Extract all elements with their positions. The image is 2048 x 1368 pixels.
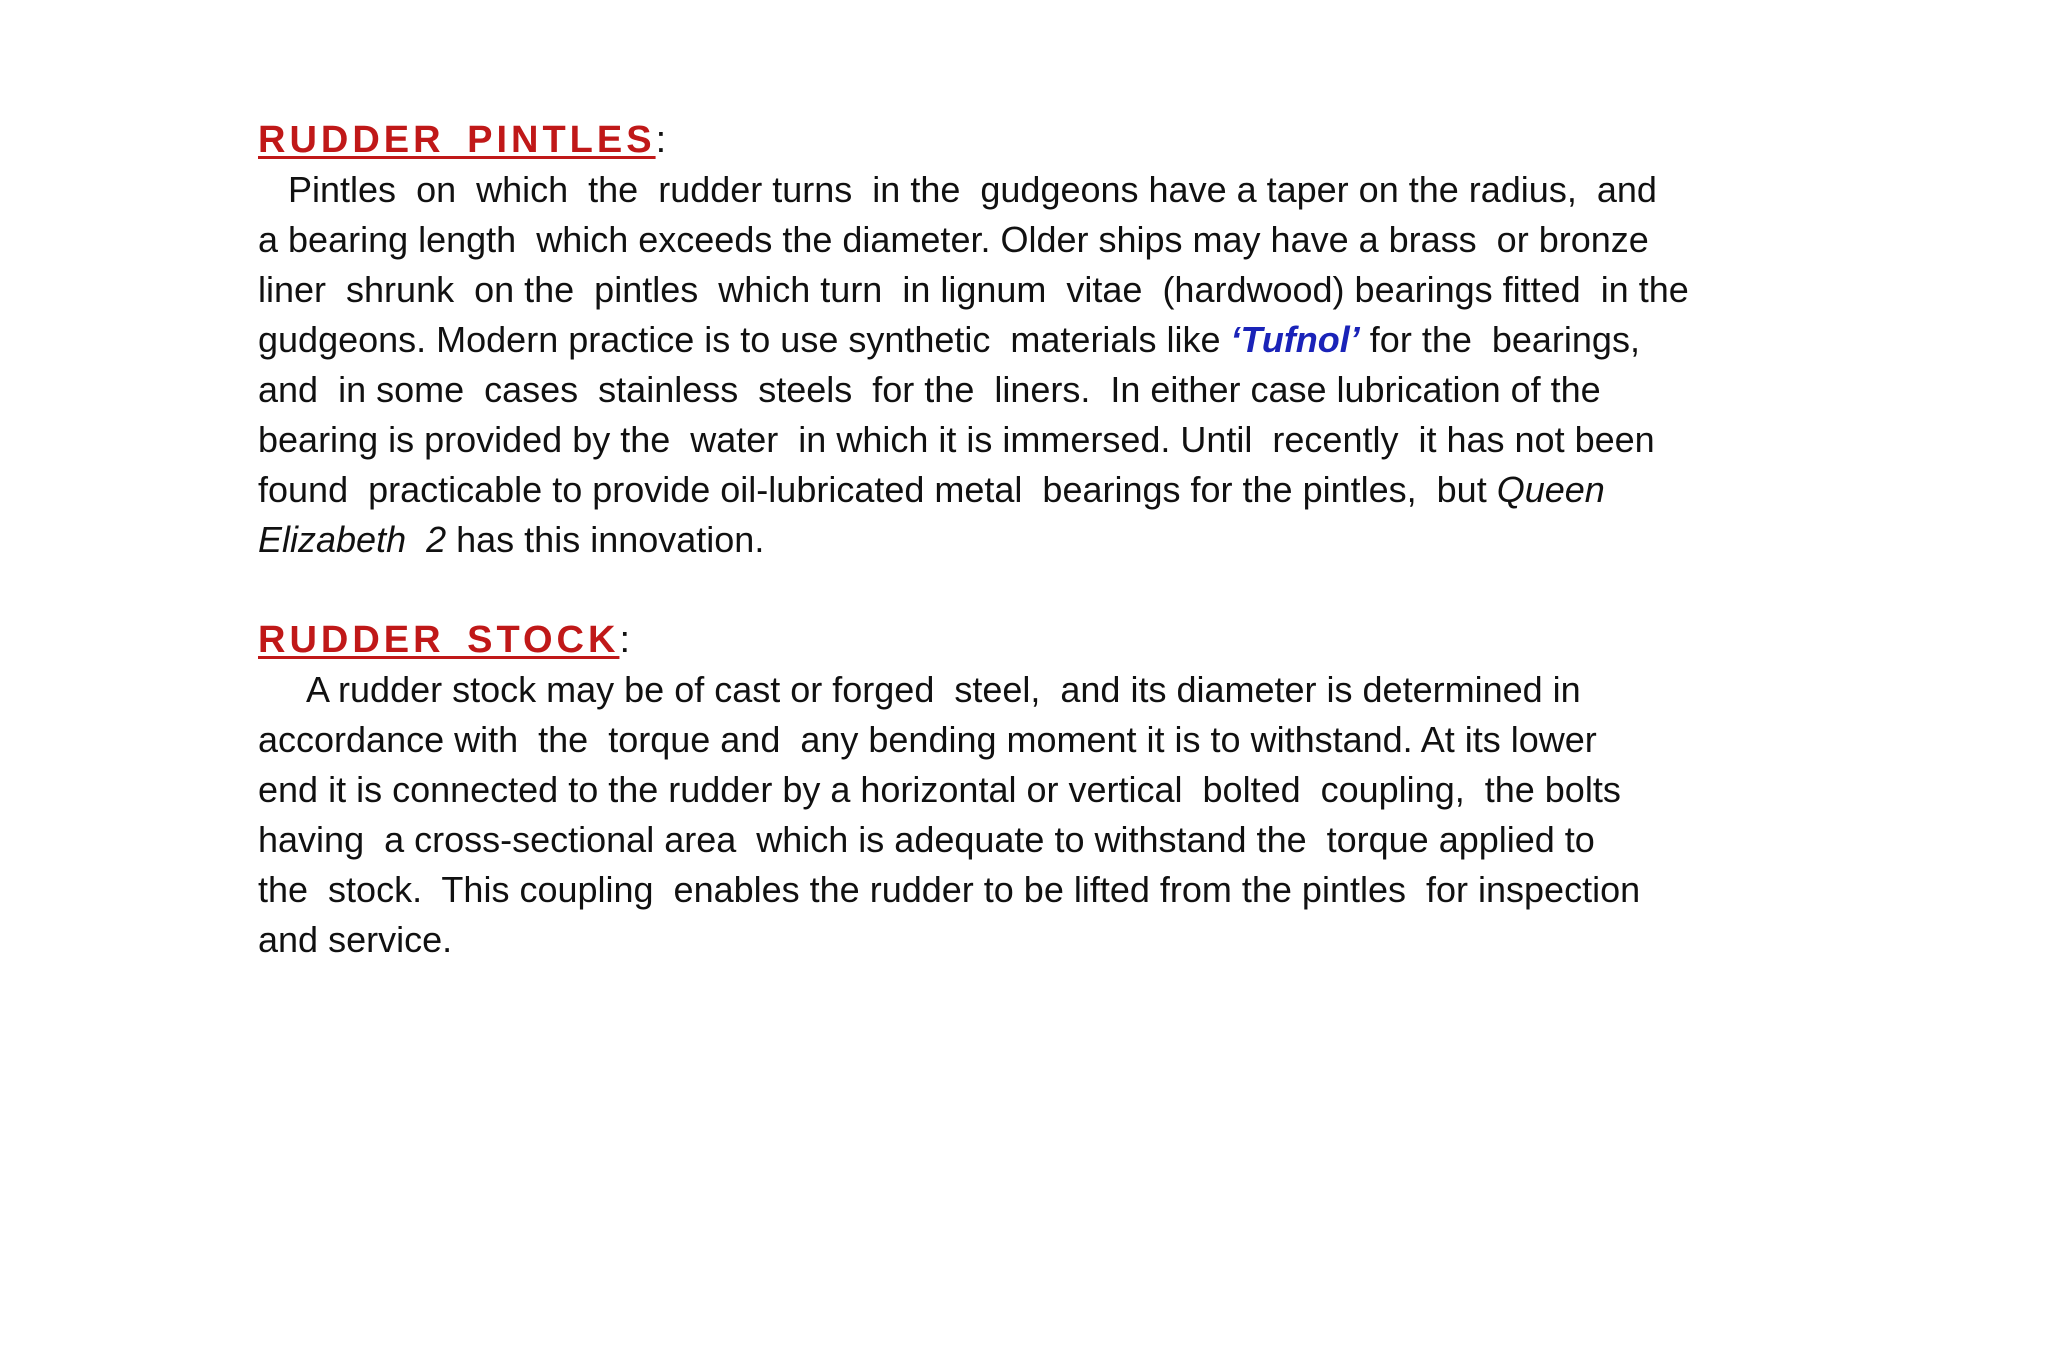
paragraph-line: end it is connected to the rudder by a horizontal or vertical bolted coupling, the bolts — [258, 769, 1621, 810]
heading-title: RUDDER PINTLES — [258, 119, 656, 161]
heading-colon: : — [655, 119, 667, 161]
ship-name-italic: Elizabeth 2 — [258, 519, 447, 560]
paragraph-line: having a cross-sectional area which is adequate to withstand the torque applied to — [258, 819, 1595, 860]
section-rudder-stock — [258, 615, 1858, 965]
section-heading — [258, 615, 1858, 665]
line-text: found practicable to provide oil-lubricated metal bearings for the pintles, but — [258, 469, 1497, 510]
heading-colon: : — [619, 619, 630, 661]
paragraph-line — [258, 315, 1858, 365]
line-text: has this innovation. — [446, 519, 765, 560]
section-heading — [258, 115, 1858, 165]
paragraph-line: liner shrunk on the pintles which turn in lignum vitae (hardwood) bearings fitted in the — [258, 269, 1689, 310]
document-page — [258, 115, 1858, 965]
paragraph-line: A rudder stock may be of cast or forged steel, and its diameter is determined in — [258, 669, 1581, 710]
ship-name-italic: Queen — [1496, 469, 1605, 510]
paragraph-line: accordance with the torque and any bending moment it is to withstand. At its lower — [258, 719, 1597, 760]
line-text: for the bearings, — [1359, 319, 1640, 360]
paragraph-line — [258, 465, 1858, 515]
paragraph-line: a bearing length which exceeds the diameter. Older ships may have a brass or bronze — [258, 219, 1649, 260]
paragraph-line: and service. — [258, 919, 453, 960]
paragraph-line: Pintles on which the rudder turns in the gudgeons have a taper on the radius, and — [258, 169, 1657, 210]
section-rudder-pintles — [258, 115, 1858, 565]
paragraph-line — [258, 515, 1858, 565]
line-text: gudgeons. Modern practice is to use synthetic materials like — [258, 319, 1231, 360]
paragraph-line: and in some cases stainless steels for the liners. In either case lubrication of the — [258, 369, 1601, 410]
paragraph-line: bearing is provided by the water in which it is immersed. Until recently it has not been — [258, 419, 1655, 460]
heading-title: RUDDER STOCK — [258, 619, 620, 661]
tufnol-highlight: ‘Tufnol’ — [1230, 319, 1360, 360]
paragraph-line: the stock. This coupling enables the rudder to be lifted from the pintles for inspection — [258, 869, 1641, 910]
